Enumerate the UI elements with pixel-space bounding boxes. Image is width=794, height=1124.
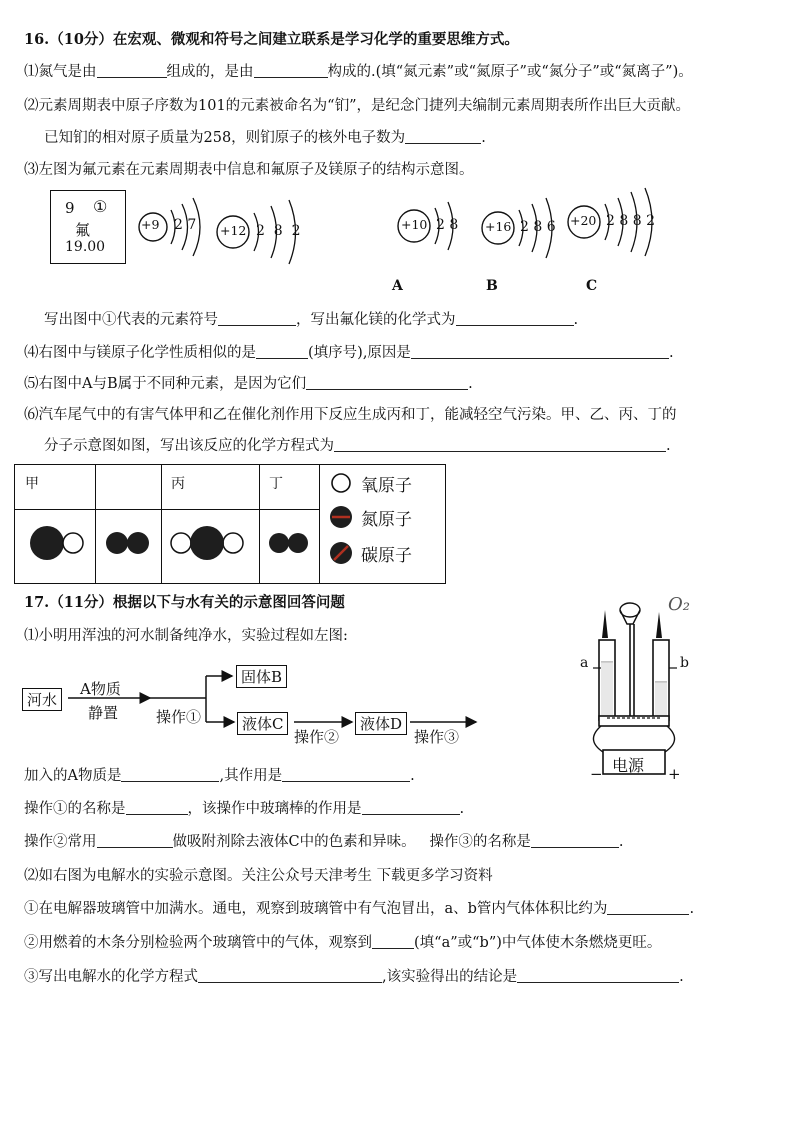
- nucleus-c: +20: [570, 213, 597, 228]
- element-name: 氟: [75, 221, 91, 239]
- apparatus-minus: −: [590, 765, 603, 783]
- q17-part1-question-c: [24, 832, 624, 852]
- q17-s2-text-b: (填“a”或“b”)中气体使木条燃烧更旺。: [414, 935, 662, 951]
- label-b: B: [486, 278, 498, 294]
- q16-part4: [24, 343, 674, 363]
- answer-blank-17[interactable]: [372, 934, 414, 949]
- q17-title: 17.（11分）根据以下与水有关的示意图回答问题: [24, 594, 345, 611]
- q16-p4-text-b: (填序号),原因是: [308, 345, 411, 361]
- q17-qc-text-3: .: [618, 834, 624, 850]
- q17-part2: ⑵如右图为电解水的实验示意图。关注公众号天津考生 下载更多学习资料: [24, 868, 493, 884]
- answer-blank-10[interactable]: [121, 767, 219, 782]
- flow-river: 河水: [22, 688, 62, 711]
- apparatus-plus: +: [668, 765, 681, 783]
- answer-blank-8[interactable]: [306, 375, 468, 390]
- element-number: 9: [65, 199, 75, 217]
- q16-p3-text-b: ，写出氟化镁的化学式为: [296, 312, 456, 328]
- molecule-bing: [171, 526, 243, 560]
- oxygen-atom-icon: [332, 474, 350, 492]
- q17-s2-text-a: ②用燃着的木条分别检验两个玻璃管中的气体，观察到: [24, 935, 372, 951]
- molecule-yi: [106, 532, 149, 554]
- apparatus-power-label: 电源: [612, 756, 645, 775]
- q17-qc-text-2: 做吸附剂除去液体C中的色素和异味。 操作③的名称是: [172, 834, 531, 850]
- nucleus-fluorine: +9: [141, 217, 160, 232]
- q17-s3-text-a: ③写出电解水的化学方程式: [24, 969, 198, 985]
- apparatus-label-b: b: [680, 655, 689, 671]
- element-mass: 19.00: [65, 239, 106, 255]
- q17-qa-text-1: 加入的A物质是: [24, 768, 122, 784]
- flow-op2: 操作②: [294, 728, 340, 746]
- nucleus-a: +10: [401, 217, 428, 232]
- flow-add-a: A物质: [80, 680, 121, 698]
- legend-carbon: 碳原子: [361, 546, 412, 566]
- answer-blank-3[interactable]: [405, 129, 481, 144]
- apparatus-note-o2: O₂: [668, 594, 690, 615]
- shells-b: 2 8 6: [520, 219, 556, 235]
- flow-settle: 静置: [88, 704, 119, 722]
- nucleus-b: +16: [485, 219, 512, 234]
- q16-part2-line1: ⑵元素周期表中原子序数为101的元素被命名为“钔”，是纪念门捷列夫编制元素周期表所作出巨大贡献。: [24, 98, 690, 114]
- q17-s3-text-b: ,该实验得出的结论是: [382, 969, 518, 985]
- q16-p1-text-b: 组成的，是由: [166, 64, 254, 80]
- answer-blank-19[interactable]: [517, 968, 679, 983]
- q17-part2-step2: [24, 933, 661, 953]
- legend-oxygen: 氧原子: [361, 476, 412, 496]
- legend-icons: [321, 465, 361, 581]
- header-ding: 丁: [269, 476, 283, 492]
- apparatus-label-a: a: [580, 655, 589, 671]
- answer-blank-16[interactable]: [607, 900, 689, 915]
- q16-p3-text-a: 写出图中①代表的元素符号: [44, 312, 218, 328]
- answer-blank-6[interactable]: [256, 344, 308, 359]
- q16-part5: [24, 374, 473, 394]
- q17-qb-text-3: .: [459, 801, 465, 817]
- molecule-models: [15, 509, 319, 581]
- answer-blank-5[interactable]: [456, 311, 574, 326]
- element-symbol-circle: ①: [93, 197, 108, 216]
- q17-qa-text-2: ,其作用是: [219, 768, 283, 784]
- q17-part2-step1: [24, 899, 694, 919]
- answer-blank-9[interactable]: [334, 437, 666, 452]
- shells-c: 2 8 8 2: [606, 213, 655, 229]
- q16-title: 16.（10分）在宏观、微观和符号之间建立联系是学习化学的重要思维方式。: [24, 31, 519, 48]
- q17-qb-text-2: ，该操作中玻璃棒的作用是: [187, 801, 362, 817]
- answer-blank-12[interactable]: [126, 800, 188, 815]
- shells-fluorine: 2 7: [174, 217, 197, 233]
- q17-s1-text-b: .: [689, 901, 695, 917]
- q16-part1: [24, 62, 693, 82]
- q16-p4-text-a: ⑷右图中与镁原子化学性质相似的是: [24, 345, 256, 361]
- answer-blank-14[interactable]: [97, 833, 173, 848]
- answer-blank-4[interactable]: [218, 311, 296, 326]
- flow-op3: 操作③: [414, 728, 460, 746]
- q17-part1-question-b: [24, 799, 464, 819]
- answer-blank-18[interactable]: [198, 968, 382, 983]
- flow-liquid-d: 液体D: [355, 712, 407, 735]
- q16-p1-text-a: ⑴氮气是由: [24, 64, 97, 80]
- q16-p2-text-c: .: [481, 130, 486, 146]
- q16-part6-line2: [44, 436, 671, 456]
- label-a: A: [392, 278, 403, 294]
- q16-p4-text-c: .: [668, 345, 674, 361]
- flow-op1: 操作①: [156, 708, 202, 726]
- q16-p2-text-b: 已知钔的相对原子质量为258，则钔原子的核外电子数为: [44, 130, 406, 146]
- answer-blank-15[interactable]: [531, 833, 619, 848]
- answer-blank-2[interactable]: [254, 63, 328, 78]
- header-jia: 甲: [25, 476, 39, 492]
- q16-p5-text-a: ⑸右图中A与B属于不同种元素，是因为它们: [24, 376, 307, 392]
- q16-p6-text-b: 分子示意图如图，写出该反应的化学方程式为: [44, 438, 334, 454]
- flow-solid-b: 固体B: [236, 665, 287, 688]
- q17-part1: ⑴小明用浑浊的河水制备纯净水，实验过程如左图:: [24, 628, 348, 644]
- q16-p5-text-b: .: [468, 376, 473, 392]
- q17-qa-text-3: .: [410, 768, 415, 784]
- q17-qc-text-1: 操作②常用: [24, 834, 97, 850]
- header-bing: 丙: [171, 476, 185, 492]
- q16-part3: ⑶左图为氟元素在元素周期表中信息和氟原子及镁原子的结构示意图。: [24, 162, 474, 178]
- q17-part1-question-a: [24, 766, 415, 786]
- answer-blank-11[interactable]: [282, 767, 410, 782]
- q17-qb-text-1: 操作①的名称是: [24, 801, 126, 817]
- q16-p3-text-c: .: [573, 312, 579, 328]
- q17-part2-step3: [24, 967, 684, 987]
- answer-blank-13[interactable]: [362, 800, 460, 815]
- q16-p1-text-c: 构成的.(填“氮元素”或“氮原子”或“氮分子”或“氮离子”)。: [327, 64, 693, 80]
- molecule-table: [14, 464, 446, 584]
- legend-nitrogen: 氮原子: [361, 510, 412, 530]
- q16-part3-question: [44, 310, 578, 330]
- molecule-ding: [269, 533, 308, 553]
- q16-part6-line1: ⑹汽车尾气中的有害气体甲和乙在催化剂作用下反应生成丙和丁，能减轻空气污染。甲、乙、丙、丁的: [24, 407, 677, 423]
- shells-a: 2 8: [436, 217, 459, 233]
- q17-s3-text-c: .: [679, 969, 684, 985]
- molecule-jia: [30, 526, 83, 560]
- q16-part2-line2: [44, 128, 486, 148]
- q16-p6-text-c: .: [666, 438, 671, 454]
- nucleus-magnesium: +12: [220, 223, 247, 238]
- flow-liquid-c: 液体C: [237, 712, 288, 735]
- answer-blank-7[interactable]: [411, 344, 669, 359]
- q17-s1-text-a: ①在电解器玻璃管中加满水。通电，观察到玻璃管中有气泡冒出，a、b管内气体体积比约为: [24, 901, 608, 917]
- shells-magnesium: 2 8 2: [256, 223, 301, 239]
- label-c: C: [586, 278, 598, 294]
- answer-blank-1[interactable]: [97, 63, 167, 78]
